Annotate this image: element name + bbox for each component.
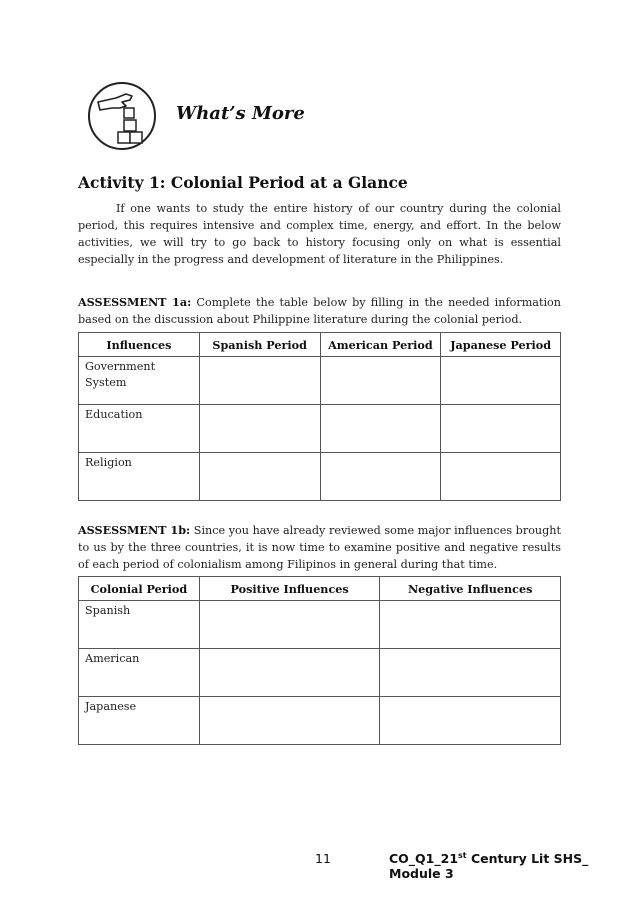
answer-cell[interactable] [380,649,561,697]
answer-cell[interactable] [320,453,441,501]
table-row [79,405,561,453]
answer-cell[interactable] [199,405,320,453]
table-row [79,649,561,697]
module-code-prefix: CO_Q1_21 [389,851,459,867]
table-header-row [79,333,561,357]
column-header-japanese-period: Japanese Period [441,333,561,357]
answer-cell[interactable] [199,357,320,405]
assessment-1b-text: Since you have already reviewed some major influences brought to us by the three countries, it is now time to examine positive and negative results of each period of colonialism among Filipinos in general during that time. [78,524,561,571]
assessment-1b-instructions [78,522,561,573]
assessment-1a-instructions [78,294,561,328]
assessment-1a-text: Complete the table below by filling in the needed information based on the discussion about Philippine literature during the colonial period. [78,296,561,326]
module-code-suffix: Century Lit SHS_ Module 3 [389,851,589,882]
module-code [389,851,638,881]
column-header-american-period: American Period [320,333,441,357]
answer-cell[interactable] [199,601,380,649]
assessment-1a-label: ASSESSMENT 1a: [78,295,192,309]
page-number: 11 [315,851,331,866]
answer-cell[interactable] [199,453,320,501]
row-label-government-system: Government System [79,357,200,405]
answer-cell[interactable] [320,357,441,405]
table-header-row [79,577,561,601]
answer-cell[interactable] [199,697,380,745]
answer-cell[interactable] [441,405,561,453]
column-header-spanish-period: Spanish Period [199,333,320,357]
column-header-colonial-period: Colonial Period [79,577,200,601]
activity-title: Activity 1: Colonial Period at a Glance [78,173,408,192]
row-label-japanese: Japanese [79,697,200,745]
answer-cell[interactable] [199,649,380,697]
assessment-1b-label: ASSESSMENT 1b: [78,523,191,537]
answer-cell[interactable] [441,357,561,405]
row-label-education: Education [79,405,200,453]
table-row [79,601,561,649]
assessment-1a-table [78,332,561,501]
row-label-religion: Religion [79,453,200,501]
table-row [79,453,561,501]
column-header-influences: Influences [79,333,200,357]
row-label-american: American [79,649,200,697]
module-code-superscript: st [458,851,467,860]
answer-cell[interactable] [441,453,561,501]
answer-cell[interactable] [380,601,561,649]
assessment-1b-table [78,576,561,745]
activity-intro: If one wants to study the entire history of our country during the colonial period, this requires intensive and complex time, energy, and effort. In the below activities, we will try to go back to history focusing only on what is essential especially in the progress and development of literature in the Philippines. [78,202,561,266]
section-heading: What’s More [176,103,305,124]
answer-cell[interactable] [380,697,561,745]
hand-stacking-blocks-icon [86,80,158,152]
table-row [79,357,561,405]
row-label-spanish: Spanish [79,601,200,649]
column-header-positive-influences: Positive Influences [199,577,380,601]
column-header-negative-influences: Negative Influences [380,577,561,601]
table-row [79,697,561,745]
answer-cell[interactable] [320,405,441,453]
